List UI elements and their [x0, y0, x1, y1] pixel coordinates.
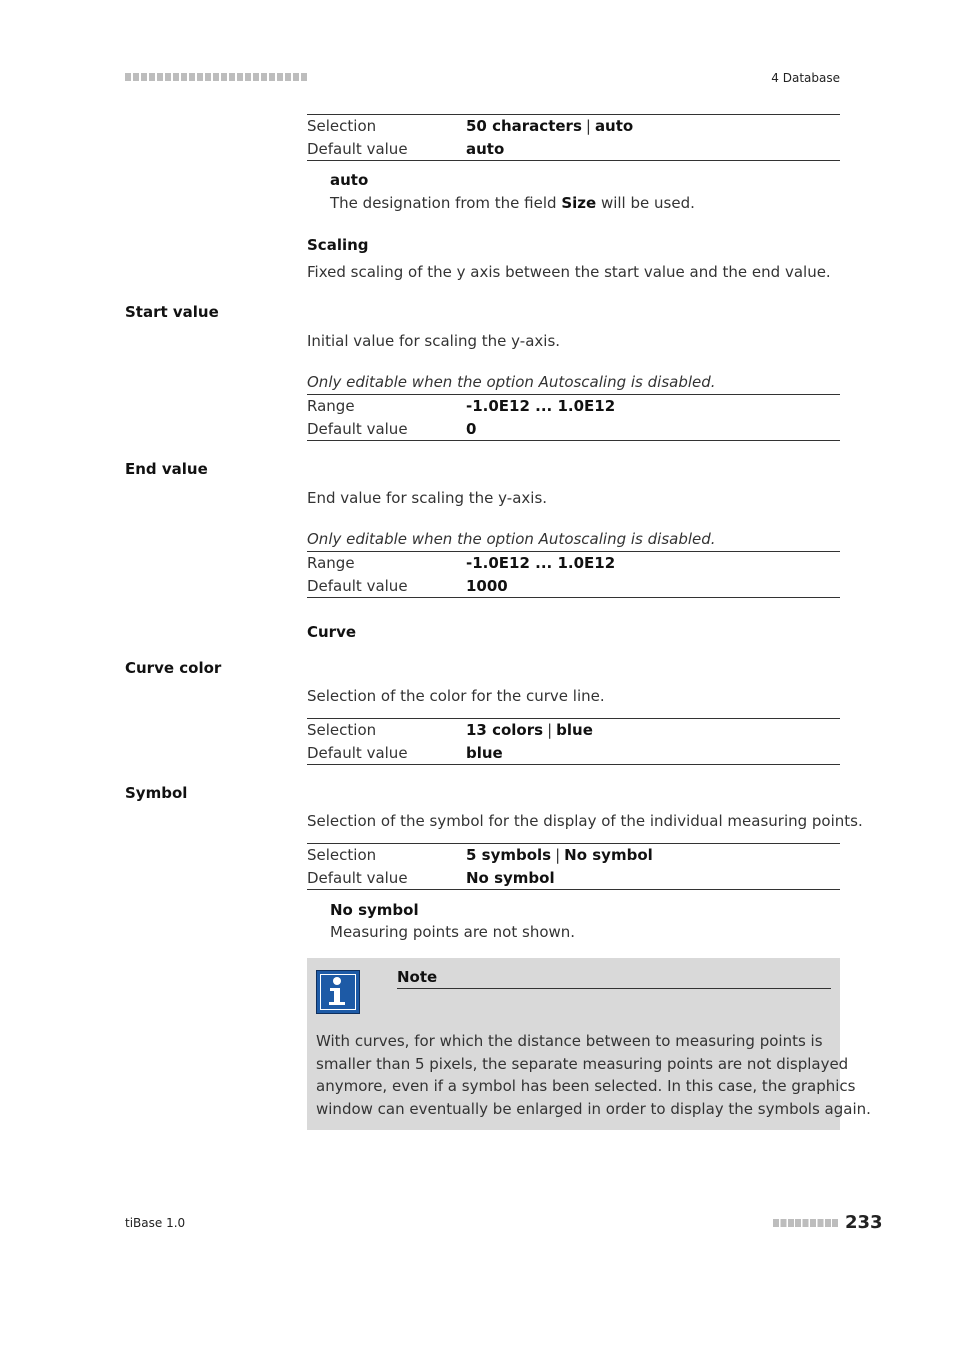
table-row	[307, 552, 840, 575]
option-description-no-symbol: Measuring points are not shown.	[330, 923, 576, 941]
note-line: window can eventually be enlarged in order to display the symbols again.	[316, 1100, 871, 1119]
selection-count: 5 symbols	[466, 846, 552, 864]
end-value-note: Only editable when the option Autoscaling is disabled.	[307, 530, 716, 548]
selection-count: 50 characters	[466, 117, 582, 135]
table-row	[307, 115, 840, 138]
table-value: -1.0E12 ... 1.0E12	[466, 397, 616, 415]
start-value-label: Start value	[125, 303, 219, 321]
header-chapter: 4 Database	[771, 71, 840, 85]
table-row	[307, 844, 840, 867]
selection-option: No symbol	[564, 846, 653, 864]
table-row	[307, 418, 840, 441]
table-key: Selection	[307, 117, 377, 135]
table-key: Default value	[307, 139, 408, 158]
table-row	[307, 395, 840, 418]
header-decoration-dots	[125, 73, 307, 81]
table-row	[307, 719, 840, 742]
separator: |	[585, 117, 591, 135]
table-row	[307, 575, 840, 598]
table-row	[307, 138, 840, 161]
table-row	[307, 742, 840, 765]
start-value-description: Initial value for scaling the y-axis.	[307, 332, 561, 350]
note-line: anymore, even if a symbol has been selected. In this case, the graphics	[316, 1077, 856, 1096]
symbol-label: Symbol	[125, 784, 188, 802]
curve-color-label: Curve color	[125, 659, 222, 677]
option-description-auto	[330, 193, 695, 213]
note-line: smaller than 5 pixels, the separate measuring points are not displayed	[316, 1054, 849, 1073]
selection-count: 13 colors	[466, 721, 544, 739]
table-key: Selection	[307, 846, 377, 864]
separator: |	[547, 721, 553, 739]
start-value-table	[307, 394, 840, 441]
table-value: 0	[466, 419, 477, 438]
curve-color-table	[307, 718, 840, 765]
option-term-no-symbol: No symbol	[330, 901, 419, 919]
curve-heading: Curve	[307, 623, 357, 641]
end-value-table	[307, 551, 840, 598]
table-value: auto	[466, 139, 505, 158]
table-value: 1000	[466, 576, 508, 595]
note-box	[307, 958, 871, 1130]
curve-color-description: Selection of the color for the curve line.	[307, 687, 605, 705]
table-key: Range	[307, 397, 355, 415]
footer-product: tiBase 1.0	[125, 1216, 186, 1230]
note-body	[316, 1030, 871, 1121]
note-line: With curves, for which the distance between to measuring points is	[316, 1032, 823, 1050]
note-title: Note	[397, 968, 831, 989]
table-value	[466, 719, 840, 742]
table-key: Range	[307, 554, 355, 572]
symbol-table	[307, 843, 840, 890]
table-value	[466, 844, 840, 867]
separator: |	[555, 846, 561, 864]
size-parameter-table	[307, 114, 840, 161]
table-value: -1.0E12 ... 1.0E12	[466, 554, 616, 572]
field-name: Size	[561, 194, 597, 212]
scaling-heading: Scaling	[307, 236, 369, 254]
table-row	[307, 867, 840, 890]
table-value: No symbol	[466, 868, 555, 887]
info-icon	[316, 970, 360, 1014]
desc-text: The designation from the field	[330, 194, 562, 212]
table-key: Default value	[307, 743, 408, 762]
page-number: 233	[845, 1212, 883, 1233]
end-value-description: End value for scaling the y-axis.	[307, 489, 548, 507]
option-term-auto: auto	[330, 171, 369, 189]
desc-text: will be used.	[596, 194, 695, 212]
table-value	[466, 115, 840, 138]
end-value-label: End value	[125, 460, 208, 478]
table-key: Selection	[307, 721, 377, 739]
table-value: blue	[466, 743, 503, 762]
start-value-note: Only editable when the option Autoscaling is disabled.	[307, 373, 716, 391]
table-key: Default value	[307, 576, 408, 595]
selection-option: blue	[556, 721, 593, 739]
selection-option: auto	[594, 117, 634, 135]
scaling-description: Fixed scaling of the y axis between the start value and the end value.	[307, 263, 831, 281]
footer-decoration-dots	[773, 1219, 839, 1227]
symbol-description: Selection of the symbol for the display of the individual measuring points.	[307, 812, 863, 830]
table-key: Default value	[307, 419, 408, 438]
table-key: Default value	[307, 868, 408, 887]
